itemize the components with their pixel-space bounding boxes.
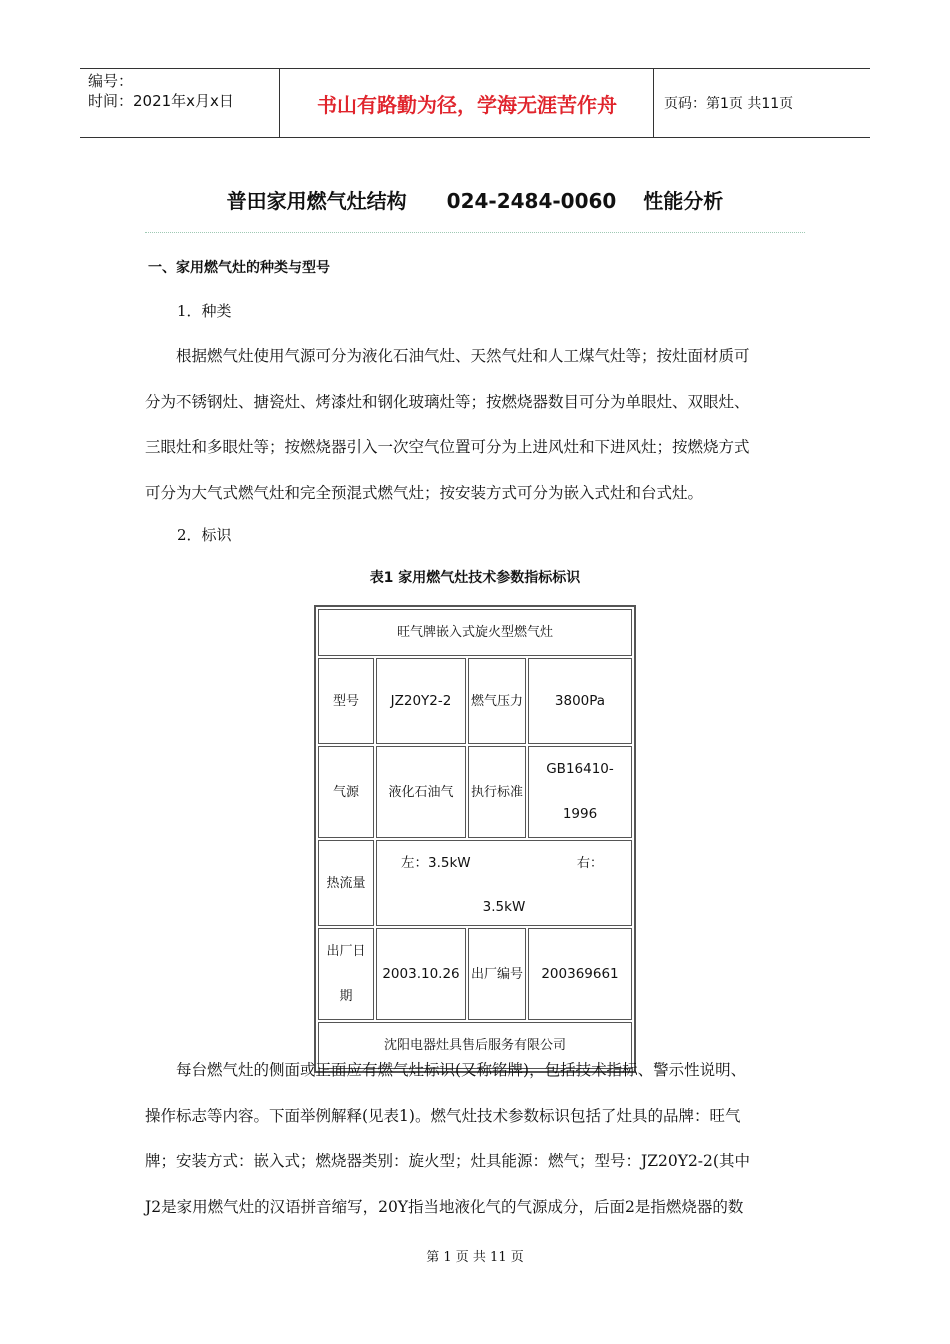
date-value: 2003.10.26 — [376, 928, 466, 1020]
page-header — [80, 68, 870, 138]
paragraph-line: 分为不锈钢灶、搪瓷灶、烤漆灶和钢化玻璃灶等；按燃烧器数目可分为单眼灶、双眼灶、 — [145, 392, 750, 411]
heat-left: 左：3.5kW — [401, 855, 471, 871]
gas-label: 气源 — [318, 746, 374, 838]
table-caption: 表1 家用燃气灶技术参数指标标识 — [369, 570, 581, 586]
paragraph-marking — [145, 1048, 805, 1230]
subheading-marking: 2．标识 — [177, 526, 232, 544]
gas-value: 液化石油气 — [376, 746, 466, 838]
paragraph-line: 牌；安装方式：嵌入式；燃烧器类别：旋火型；灶具能源：燃气；型号：JZ20Y2-2(其中 — [145, 1152, 750, 1170]
heat-value-cell — [376, 840, 632, 926]
brand-cell: 旺气牌嵌入式旋火型燃气灶 — [318, 609, 632, 656]
spec-table — [314, 605, 636, 1073]
paragraph-types — [145, 334, 805, 516]
header-info — [80, 69, 280, 137]
title-divider — [145, 232, 805, 233]
date-label: 出厂日期 — [318, 928, 374, 1020]
paragraph-line: 三眼灶和多眼灶等；按燃烧器引入一次空气位置可分为上进风灶和下进风灶；按燃烧方式 — [145, 438, 750, 456]
paragraph-line: 根据燃气灶使用气源可分为液化石油气灶、天然气灶和人工煤气灶等；按灶面材质可 — [176, 347, 750, 365]
pressure-value: 3800Pa — [528, 658, 632, 744]
subheading-types: 1．种类 — [177, 302, 232, 320]
paragraph-line: 每台燃气灶的侧面或正面应有燃气灶标识(又称铭牌)，包括技术指标、警示性说明、 — [176, 1061, 747, 1079]
section-heading: 一、家用燃气灶的种类与型号 — [148, 260, 330, 276]
number-label: 编号： — [88, 72, 134, 90]
model-label: 型号 — [318, 658, 374, 744]
paragraph-line: 操作标志等内容。下面举例解释(见表1)。燃气灶技术参数标识包括了灶具的品牌：旺气 — [145, 1106, 741, 1125]
model-value: JZ20Y2-2 — [376, 658, 466, 744]
standard-value: GB16410-1996 — [528, 746, 632, 838]
serial-label: 出厂编号 — [468, 928, 526, 1020]
pressure-label: 燃气压力 — [468, 658, 526, 744]
standard-label: 执行标准 — [468, 746, 526, 838]
header-page-code: 页码：第1页 共11页 — [664, 96, 794, 112]
maker-cell: 沈阳电器灶具售后服务有限公司 — [318, 1022, 632, 1069]
heat-right-label: 右： — [576, 856, 603, 871]
heat-right-value: 3.5kW — [482, 899, 526, 915]
page-footer: 第 1 页 共 11 页 — [426, 1250, 524, 1265]
serial-value: 200369661 — [528, 928, 632, 1020]
paragraph-line: 可分为大气式燃气灶和完全预混式燃气灶；按安装方式可分为嵌入式灶和台式灶。 — [145, 483, 704, 502]
header-motto: 书山有路勤为径，学海无涯苦作舟 — [281, 69, 654, 137]
time-label: 时间：2021年x月x日 — [88, 92, 234, 110]
paragraph-line: J2是家用燃气灶的汉语拼音缩写，20Y指当地液化气的气源成分，后面2是指燃烧器的数 — [145, 1197, 744, 1216]
heat-label: 热流量 — [318, 840, 374, 926]
document-title: 普田家用燃气灶结构 024-2484-0060 性能分析 — [226, 189, 724, 213]
